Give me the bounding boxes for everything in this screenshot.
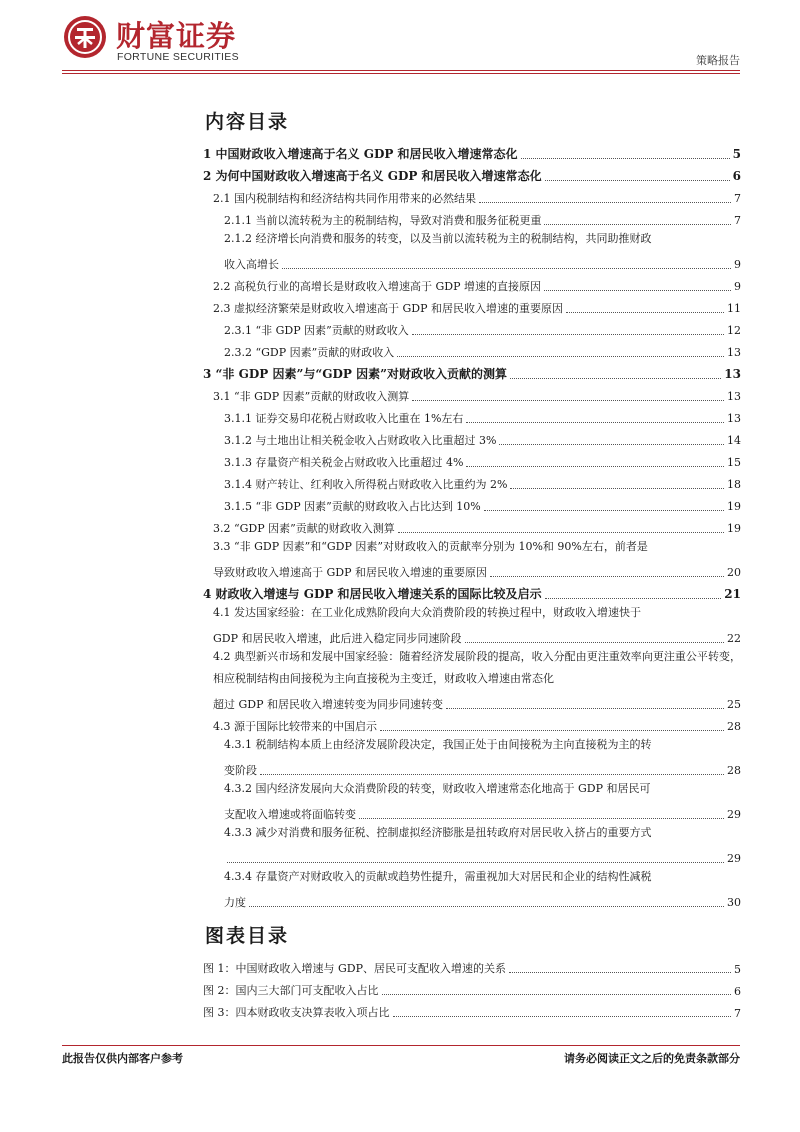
toc-entry-text: 3.1.5 “非 GDP 因素”贡献的财政收入占比达到 10% [224, 500, 481, 514]
fortune-logo-icon [62, 14, 108, 60]
toc-entry[interactable] [203, 778, 741, 822]
toc-entry-continuation-row [224, 844, 741, 866]
toc-page-number: 20 [727, 566, 741, 580]
figure-entry[interactable] [203, 998, 741, 1020]
figure-entry-text: 图 2：国内三大部门可支配收入占比 [203, 984, 379, 997]
figure-page-number: 6 [734, 985, 741, 998]
figure-page-number: 5 [734, 963, 741, 976]
toc-entry[interactable] [203, 140, 741, 162]
toc-entry-continuation-row [213, 558, 741, 580]
toc-page-number: 30 [727, 896, 741, 910]
figure-entry-text: 图 1：中国财政收入增速与 GDP、居民可支配收入增速的关系 [203, 962, 506, 975]
toc-entry-continuation-row [224, 888, 741, 910]
toc-entry-text: 4.1 发达国家经验：在工业化成熟阶段向大众消费阶段的转换过程中，财政收入增速快于 [213, 606, 641, 619]
toc-leader-dots [260, 774, 724, 775]
toc-entry-text: 2.1.2 经济增长向消费和服务的转变，以及当前以流转税为主的税制结构，共同助推财政 [224, 232, 652, 245]
toc-entry-text: 2.3.1 “非 GDP 因素”贡献的财政收入 [224, 324, 409, 338]
toc-entry-text: 4.3 源于国际比较带来的中国启示 [213, 720, 377, 734]
report-type: 策略报告 [696, 54, 740, 67]
toc-leader-dots [446, 708, 724, 709]
toc-page-number: 25 [727, 698, 741, 712]
toc-entry-text: 4 财政收入增速与 GDP 和居民收入增速关系的国际比较及启示 [203, 587, 542, 601]
toc-page-number: 12 [727, 324, 741, 338]
toc-leader-dots [484, 510, 724, 511]
toc-leader-dots [398, 532, 724, 533]
toc-entry-text: 2.1.1 当前以流转税为主的税制结构，导致对消费和服务征税更重 [224, 214, 542, 228]
toc-page-number: 6 [732, 169, 741, 183]
brand-name-cn: 财富证券 [116, 19, 237, 53]
toc-leader-dots [397, 356, 724, 357]
toc-page-number: 13 [727, 412, 741, 426]
toc-page-number: 11 [727, 302, 741, 316]
toc-entry-text: 2.2 高税负行业的高增长是财政收入增速高于 GDP 增速的直接原因 [213, 280, 541, 294]
toc-page-number: 13 [727, 390, 741, 404]
toc-entry[interactable] [203, 822, 741, 866]
toc-page-number: 9 [734, 280, 741, 294]
toc-entry-continuation: 支配收入增速或将面临转变 [224, 808, 356, 822]
toc-entry[interactable] [203, 536, 741, 580]
toc-entry[interactable] [203, 338, 741, 360]
toc-entry-text: 3.1.2 与土地出让相关税金收入占财政收入比重超过 3% [224, 434, 497, 448]
toc-entry-continuation-row [213, 624, 741, 646]
toc-entry-text: 4.2 典型新兴市场和发展中国家经验：随着经济发展阶段的提高，收入分配由更注重效率向更注重公平转变，相应税制结构由间接税为主向直接税为主变迁，财政收入增速由常态化 [213, 650, 741, 685]
toc-leader-dots [359, 818, 724, 819]
toc-page-number: 22 [727, 632, 741, 646]
toc-leader-dots [545, 180, 730, 181]
toc-entry-text: 2.3 虚拟经济繁荣是财政收入增速高于 GDP 和居民收入增速的重要原因 [213, 302, 563, 316]
toc-entry-continuation: 力度 [224, 896, 246, 910]
figure-leader-dots [509, 972, 731, 973]
footer-rule [62, 1045, 740, 1046]
toc-entry-continuation: GDP 和居民收入增速，此后进入稳定同步同速阶段 [213, 632, 462, 646]
toc-leader-dots [412, 400, 724, 401]
toc-entry[interactable] [203, 492, 741, 514]
toc-page-number: 13 [727, 346, 741, 360]
toc-entry-text: 2 为何中国财政收入增速高于名义 GDP 和居民收入增速常态化 [203, 169, 542, 183]
toc-entry[interactable] [203, 514, 741, 536]
toc-leader-dots [490, 576, 724, 577]
toc-entry-continuation: 超过 GDP 和居民收入增速转变为同步同速转变 [213, 698, 443, 712]
toc-entry-text: 2.3.2 “GDP 因素”贡献的财政收入 [224, 346, 395, 360]
toc-page-number: 7 [734, 192, 741, 206]
toc-entry-text: 3.1.1 证券交易印花税占财政收入比重在 1%左右 [224, 412, 464, 426]
toc-entry[interactable] [203, 448, 741, 470]
toc-entry-continuation-row [224, 800, 741, 822]
figure-page-number: 7 [734, 1007, 741, 1020]
toc-entry[interactable] [203, 228, 741, 272]
toc-page-number: 28 [727, 720, 741, 734]
footer-left: 此报告仅供内部客户参考 [62, 1052, 183, 1065]
toc-leader-dots [544, 224, 731, 225]
toc-leader-dots [566, 312, 724, 313]
figure-list-title: 图表目录 [205, 925, 290, 947]
toc-entry-text: 1 中国财政收入增速高于名义 GDP 和居民收入增速常态化 [203, 147, 518, 161]
toc-leader-dots [499, 444, 724, 445]
toc-page-number: 13 [724, 367, 741, 381]
toc-leader-dots [479, 202, 731, 203]
toc-entry[interactable] [203, 712, 741, 734]
toc-leader-dots [466, 422, 724, 423]
toc-leader-dots [249, 906, 724, 907]
page-header [0, 0, 800, 80]
header-rule-thin [62, 73, 740, 74]
toc-entry-text: 3.1 “非 GDP 因素”贡献的财政收入测算 [213, 390, 410, 404]
toc-title: 内容目录 [205, 111, 290, 133]
toc-leader-dots [466, 466, 724, 467]
toc-entry[interactable] [203, 382, 741, 404]
toc-page-number: 28 [727, 764, 741, 778]
toc-page-number: 19 [727, 500, 741, 514]
toc-entry[interactable] [203, 206, 741, 228]
toc-entry-continuation: 收入高增长 [224, 258, 279, 272]
toc-leader-dots [465, 642, 724, 643]
toc-entry-text: 4.3.3 减少对消费和服务征税、控制虚拟经济膨胀是扭转政府对居民收入挤占的重要方式 [224, 826, 652, 839]
toc-page-number: 29 [727, 852, 741, 866]
figure-entry[interactable] [203, 976, 741, 998]
toc-leader-dots [510, 488, 724, 489]
toc-entry[interactable] [203, 470, 741, 492]
toc-leader-dots [227, 862, 724, 863]
toc-entry[interactable] [203, 272, 741, 294]
toc-page-number: 9 [734, 258, 741, 272]
toc-leader-dots [544, 290, 731, 291]
toc-entry[interactable] [203, 734, 741, 778]
toc-entry[interactable] [203, 316, 741, 338]
toc-page-number: 18 [727, 478, 741, 492]
toc-entry-text: 4.3.2 国内经济发展向大众消费阶段的转变，财政收入增速常态化地高于 GDP 和居民可 [224, 782, 651, 795]
toc-entry[interactable] [203, 866, 741, 910]
toc-entry-text: 3 “非 GDP 因素”与“GDP 因素”对财政收入贡献的测算 [203, 367, 508, 381]
toc-entry-text: 3.1.4 财产转让、红利收入所得税占财政收入比重约为 2% [224, 478, 508, 492]
toc-entry-text: 2.1 国内税制结构和经济结构共同作用带来的必然结果 [213, 192, 476, 206]
toc-leader-dots [545, 598, 722, 599]
toc-entry[interactable] [203, 602, 741, 646]
toc-entry-continuation: 导致财政收入增速高于 GDP 和居民收入增速的重要原因 [213, 566, 487, 580]
toc-entry[interactable] [203, 360, 741, 382]
toc-entry-continuation-row [224, 250, 741, 272]
toc-entry[interactable] [203, 294, 741, 316]
toc-entry-text: 3.2 “GDP 因素”贡献的财政收入测算 [213, 522, 395, 536]
toc-leader-dots [510, 378, 721, 379]
brand-name-en: FORTUNE SECURITIES [117, 51, 239, 63]
toc-page-number: 5 [732, 147, 741, 161]
toc-entry[interactable] [203, 580, 741, 602]
toc-entry[interactable] [203, 162, 741, 184]
toc-entry[interactable] [203, 426, 741, 448]
toc-leader-dots [380, 730, 724, 731]
header-rule [62, 70, 740, 71]
toc-page-number: 15 [727, 456, 741, 470]
figure-leader-dots [393, 1016, 732, 1017]
toc-leader-dots [282, 268, 731, 269]
toc-entry-continuation: 变阶段 [224, 764, 257, 778]
footer-right: 请务必阅读正文之后的免责条款部分 [564, 1052, 740, 1065]
toc-entry-text: 4.3.4 存量资产对财政收入的贡献或趋势性提升，需重视加大对居民和企业的结构性减税 [224, 870, 652, 883]
toc-entry-continuation-row [224, 756, 741, 778]
figure-leader-dots [382, 994, 732, 995]
toc-leader-dots [521, 158, 730, 159]
toc-page-number: 7 [734, 214, 741, 228]
toc-entry-text: 3.3 “非 GDP 因素”和“GDP 因素”对财政收入的贡献率分别为 10%和 90%左右，前者是 [213, 540, 648, 553]
figure-entry[interactable] [203, 954, 741, 976]
toc-entry[interactable] [203, 404, 741, 426]
toc-entry-text: 3.1.3 存量资产相关税金占财政收入比重超过 4% [224, 456, 464, 470]
toc-page-number: 29 [727, 808, 741, 822]
toc-list [203, 140, 741, 910]
toc-leader-dots [412, 334, 724, 335]
toc-entry[interactable] [203, 646, 741, 712]
toc-page-number: 14 [727, 434, 741, 448]
toc-entry-continuation-row [213, 690, 741, 712]
toc-entry[interactable] [203, 184, 741, 206]
toc-page-number: 19 [727, 522, 741, 536]
toc-page-number: 21 [724, 587, 741, 601]
figure-list [203, 954, 741, 1020]
toc-entry-text: 4.3.1 税制结构本质上由经济发展阶段决定，我国正处于由间接税为主向直接税为主的转 [224, 738, 652, 751]
figure-entry-text: 图 3：四本财政收支决算表收入项占比 [203, 1006, 390, 1019]
